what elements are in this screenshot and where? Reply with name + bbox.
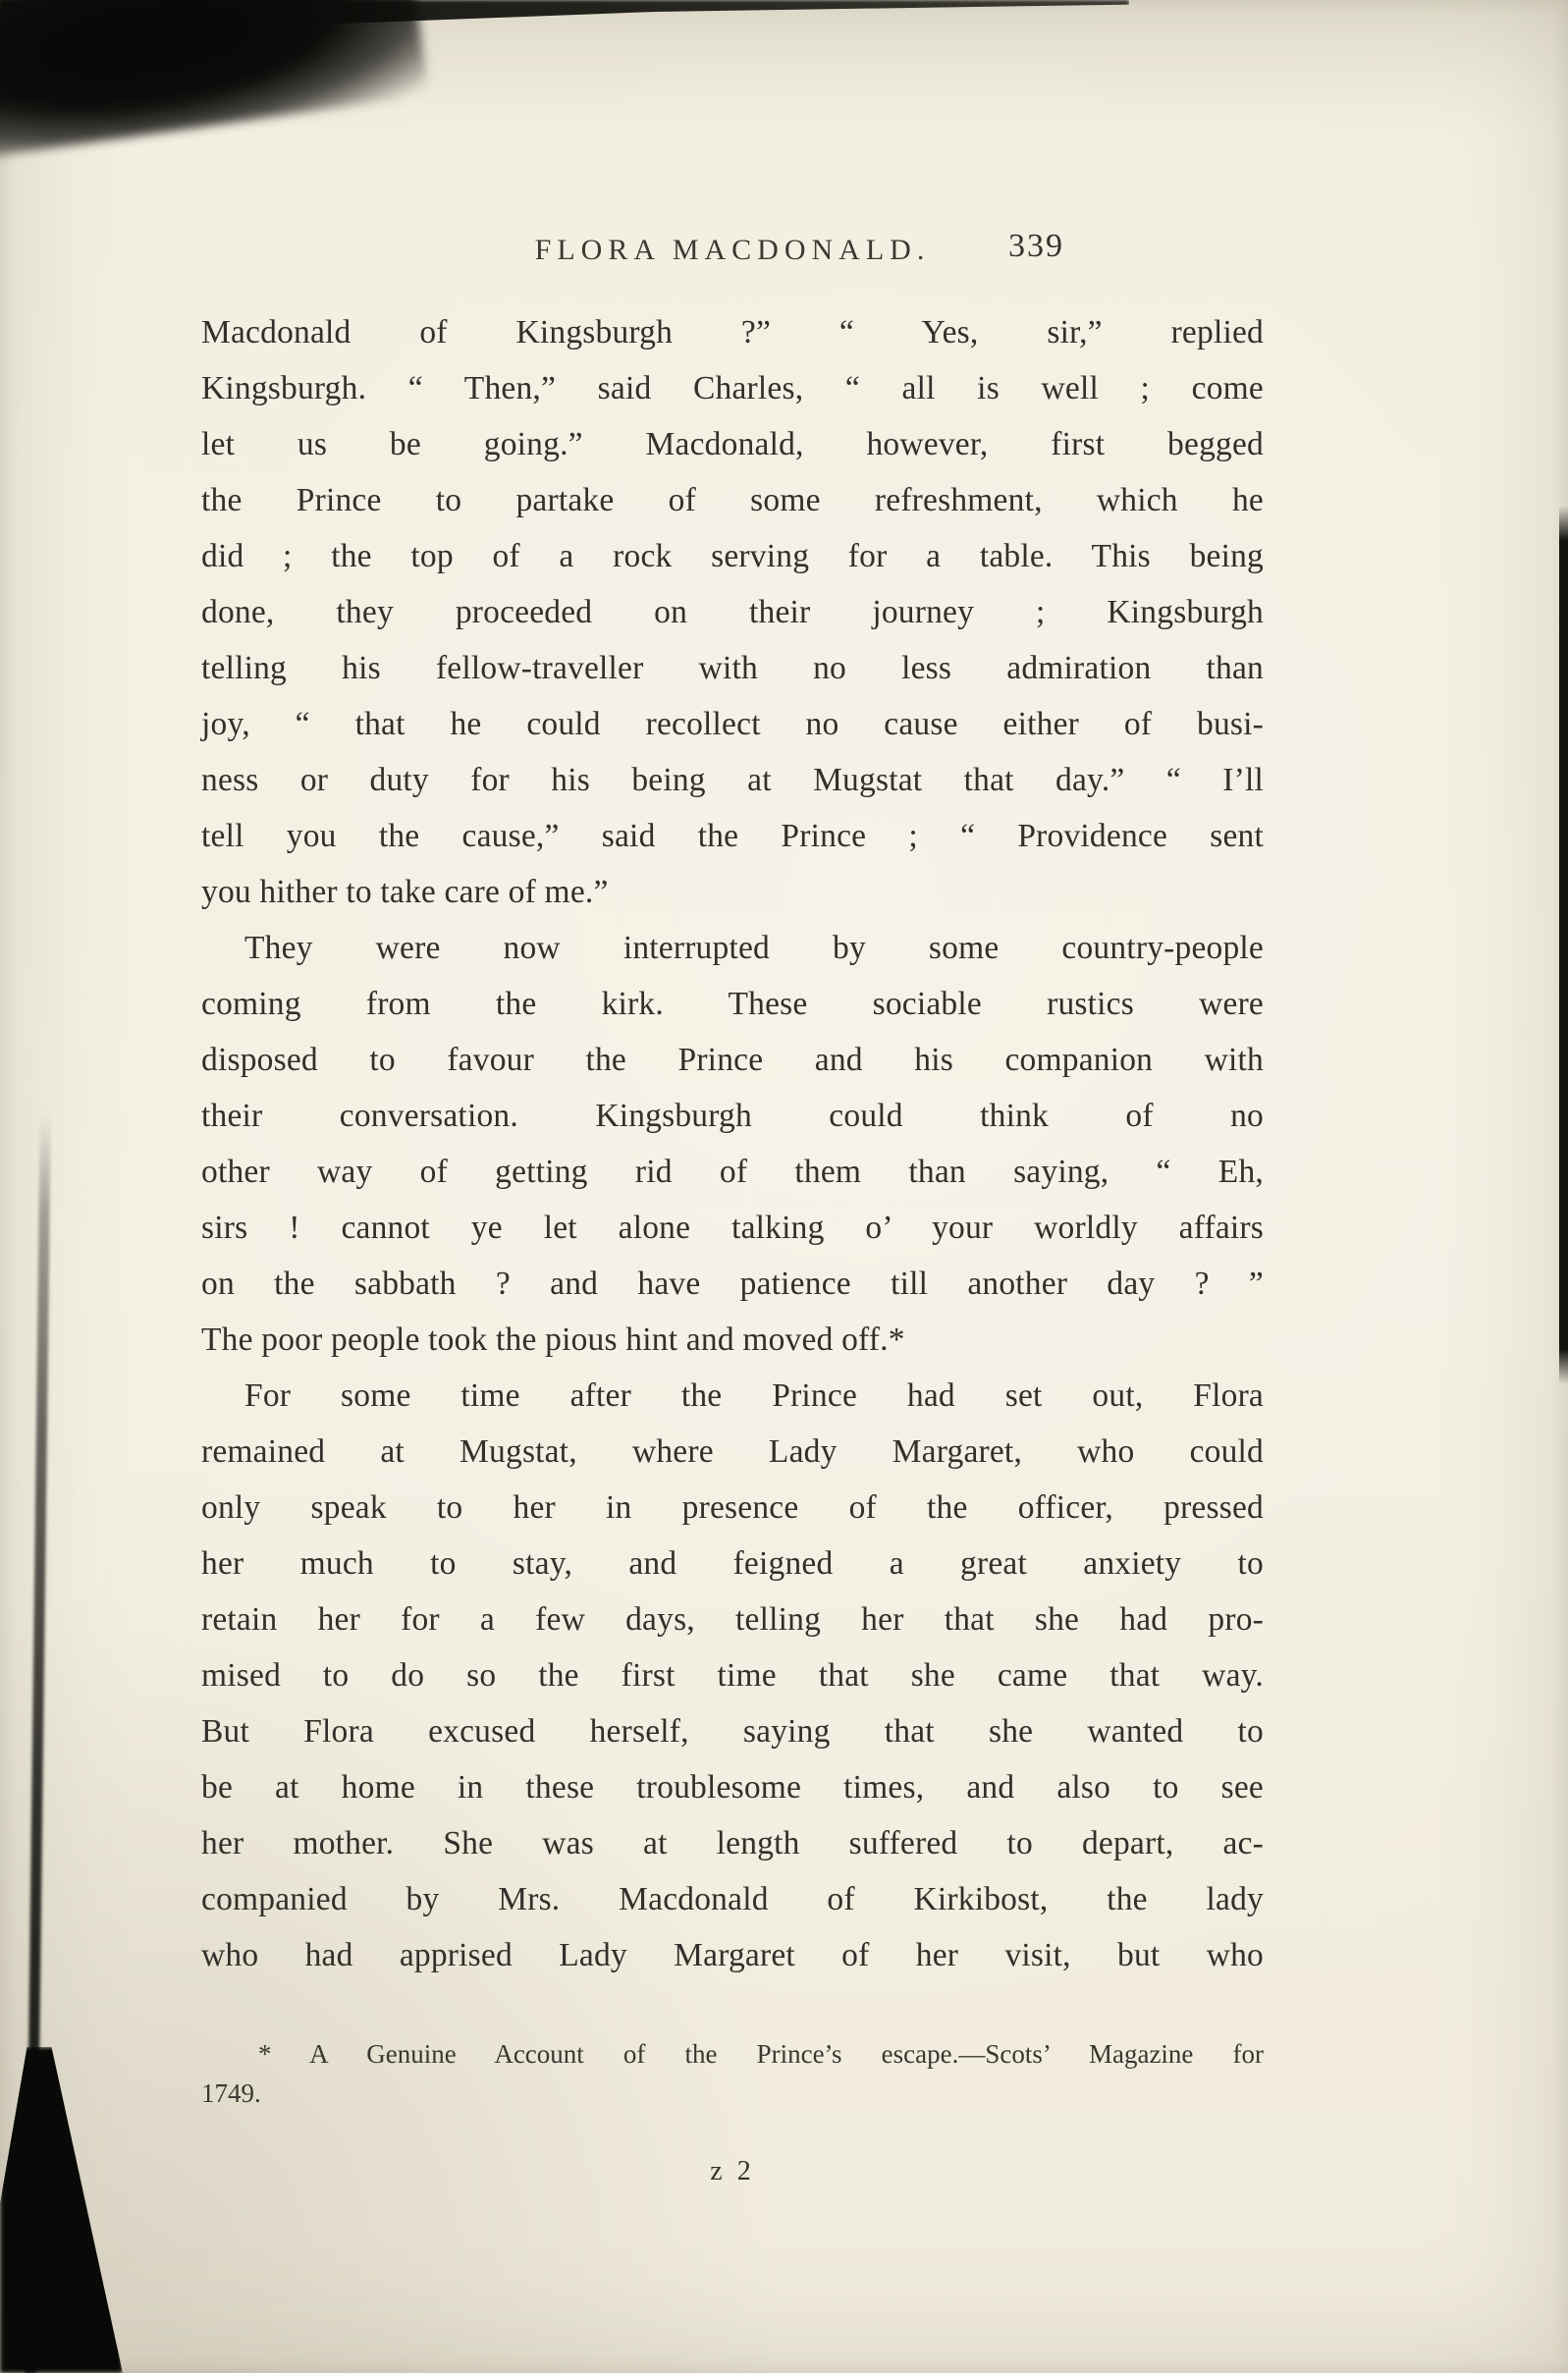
text-line: They were now interrupted by some country-people [244,930,1264,966]
text-line: remained at Mugstat, where Lady Margaret, who could [201,1433,1264,1470]
text-line: ness or duty for his being at Mugstat that day.” “ I’ll [201,762,1264,798]
signature-mark: z 2 [710,2156,755,2186]
running-header [201,228,1264,277]
text-line: who had apprised Lady Margaret of her visit, but who [201,1937,1264,1973]
text-line: mised to do so the first time that she came that way. [201,1657,1264,1694]
text-line: you hither to take care of me.” [201,874,609,910]
scan-right-edge-bar [1559,506,1568,1384]
text-line: For some time after the Prince had set out, Flora [244,1377,1264,1414]
text-line: let us be going.” Macdonald, however, first begged [201,426,1264,462]
text-line: sirs ! cannot ye let alone talking o’ your worldly affairs [201,1210,1264,1246]
text-line: coming from the kirk. These sociable rustics were [201,986,1264,1022]
text-line: retain her for a few days, telling her that she had pro- [201,1601,1264,1638]
text-line: companied by Mrs. Macdonald of Kirkibost, the lady [201,1881,1264,1917]
scan-bottom-left-wedge [0,2047,123,2373]
text-line: telling his fellow-traveller with no less admiration than [201,650,1264,686]
text-line: her much to stay, and feigned a great anxiety to [201,1545,1264,1582]
text-line: be at home in these troublesome times, and also to see [201,1769,1264,1806]
footnote [201,2034,1264,2113]
text-line: Kingsburgh. “ Then,” said Charles, “ all is well ; come [201,370,1264,406]
text-line: But Flora excused herself, saying that she wanted to [201,1713,1264,1750]
text-line: other way of getting rid of them than saying, “ Eh, [201,1154,1264,1190]
scan-corner-smudge [0,0,429,161]
text-line: disposed to favour the Prince and his companion with [201,1042,1264,1078]
footnote-line: 1749. [201,2078,261,2108]
footnote-line: * A Genuine Account of the Prince’s escape.—Scots’ Magazine for [258,2039,1264,2069]
page-number: 339 [1008,228,1064,264]
text-line: did ; the top of a rock serving for a table. This being [201,538,1264,574]
paragraph [201,1368,1264,1983]
paragraph [201,920,1264,1368]
text-line: her mother. She was at length suffered to depart, ac- [201,1825,1264,1861]
text-line: joy, “ that he could recollect no cause either of busi- [201,706,1264,742]
text-line: done, they proceeded on their journey ; Kingsburgh [201,594,1264,630]
paragraph [201,304,1264,920]
text-line: The poor people took the pious hint and moved off.* [201,1321,905,1358]
text-line: on the sabbath ? and have patience till another day ? ” [201,1266,1264,1302]
text-line: their conversation. Kingsburgh could think of no [201,1098,1264,1134]
text-line: the Prince to partake of some refreshment, which he [201,482,1264,518]
body-text [201,304,1264,1983]
text-line: tell you the cause,” said the Prince ; “ Providence sent [201,818,1264,854]
text-line: only speak to her in presence of the officer, pressed [201,1489,1264,1526]
text-line: Macdonald of Kingsburgh ?” “ Yes, sir,” replied [201,314,1264,351]
running-header-title: FLORA MACDONALD. [534,234,931,266]
